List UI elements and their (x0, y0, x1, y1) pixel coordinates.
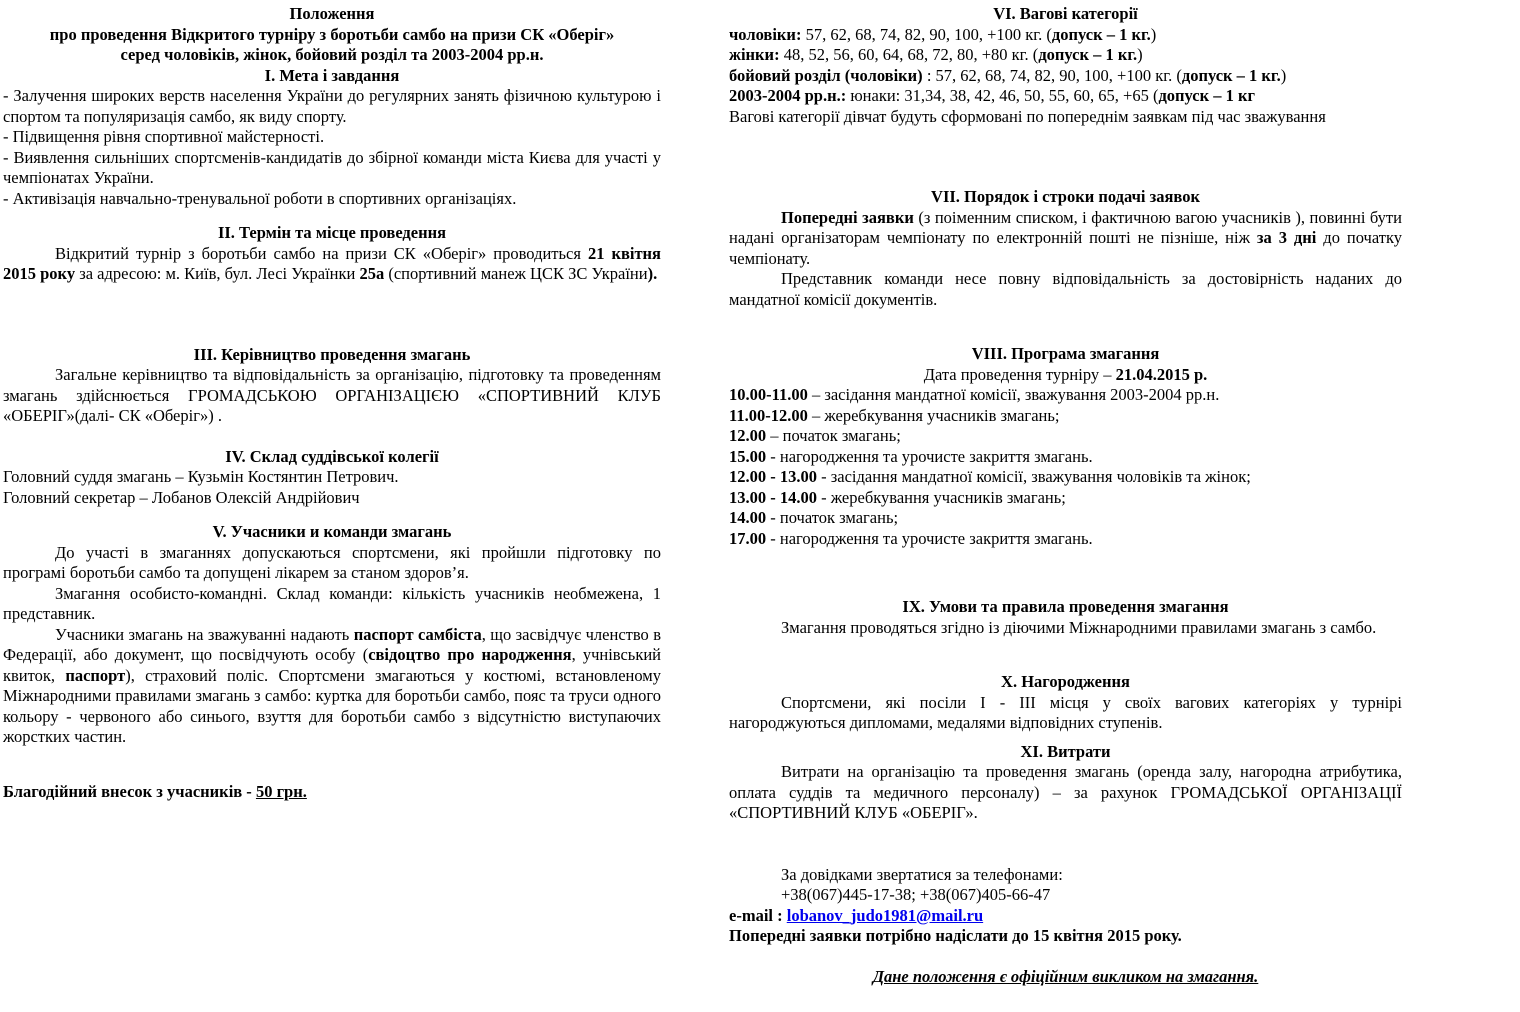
emphasis-text: 15.00 (729, 446, 767, 466)
paragraph (3, 782, 661, 803)
paragraph (729, 66, 1402, 87)
emphasis-text: бойовий розділ (чоловіки) (729, 65, 923, 85)
text-segment: - жеребкування учасників змагань; (817, 487, 1066, 507)
left-column (3, 4, 661, 802)
paragraph (729, 45, 1402, 66)
spacer (3, 508, 661, 522)
text-segment: Змагання проводяться згідно із діючими Міжнародними правилами змагань з самбо. (781, 617, 1377, 637)
paragraph (729, 208, 1402, 270)
text-segment: Спортсмени, які посіли I - III місця у своїх вагових категоріях у турнірі нагороджуються дипломами, медалями відповідних ступенів. (729, 692, 1402, 732)
emphasis-text: 11.00-12.00 (729, 405, 808, 425)
section-heading: V. Учасники и команди змагань (212, 522, 452, 541)
emphasis-text: 50 грн. (255, 781, 307, 801)
text-segment: - нагородження та урочисте закриття змагань. (766, 446, 1093, 466)
emphasis-text: 17.00 (729, 528, 767, 548)
emphasis-text: 12.00 (729, 426, 767, 445)
text-segment: ) (1137, 45, 1143, 64)
text-segment: ) (1150, 24, 1157, 44)
text-segment: : 57, 62, 68, 74, 82, 90, 100, +100 кг. ( (922, 65, 1182, 85)
section-heading: серед чоловіків, жінок, бойовий розділ та 2003-2004 рр.н. (120, 45, 544, 64)
text-segment: Дата проведення турніру – (923, 364, 1116, 384)
paragraph (729, 447, 1402, 468)
text-segment: Змагання особисто-командні. Склад команди: кількість учасників необмежена, 1 представник. (3, 583, 661, 623)
text-segment: Вагові категорії дівчат будуть сформовані по попереднім заявкам під час зважування (729, 106, 1326, 126)
text-segment: 48, 52, 56, 60, 64, 68, 72, 80, +80 кг. ( (779, 45, 1039, 64)
text-segment: до початку чемпіонату. (729, 228, 1402, 268)
text-segment: ), страховий поліс. Спортсмени змагаються у костюмі, встановленому Міжнародними правилами змагань з самбо: куртка для боротьби самбо, пояс та труси одного кольору - червоного або синього, взуття для боротьби самбо з відсутністю виступаючих жорстких частин. (3, 665, 661, 746)
section-heading: Положення (289, 4, 375, 23)
text-segment: Загальне керівництво та відповідальність за організацію, підготовку та проведенням змагань здійснюється ГРОМАДСЬКОЮ ОРГАНІЗАЦІЄЮ «СПОРТИВНИЙ КЛУБ «ОБЕРІГ»(далі- СК «Оберіг») . (3, 365, 661, 425)
section-heading: I. Мета і завдання (264, 65, 400, 85)
text-segment: До участі в змаганнях допускаються спортсмени, які пройшли підготовку по програмі боротьби самбо та допущені лікарем за станом здоров’я. (3, 542, 661, 582)
spacer (3, 285, 661, 345)
paragraph (729, 885, 1402, 906)
text-segment: (з поіменним списком, і фактичною вагою учасників ), повинні бути надані організаторам чемпіонату по електронній пошті не пізніше, ніж (729, 207, 1402, 247)
text-segment: (спортивний манеж ЦСК ЗС України (384, 264, 648, 283)
emphasis-text: Попередні заявки потрібно надіслати до 15 квітня 2015 року. (729, 926, 1182, 945)
spacer (3, 427, 661, 447)
spacer (3, 748, 661, 782)
text-segment: - Виявлення сильніших спортсменів-кандидатів до збірної команди міста Києва для участі у чемпіонатах України. (3, 147, 661, 187)
paragraph (729, 906, 1402, 927)
paragraph (729, 762, 1402, 824)
text-segment: юнаки: 31,34, 38, 42, 46, 50, 55, 60, 65, +65 ( (846, 86, 1159, 105)
text-segment: - нагородження та урочисте закриття змагань. (766, 528, 1093, 548)
emphasis-text: 14.00 (729, 508, 767, 527)
paragraph (3, 189, 661, 210)
emphasis-text: 25а (359, 264, 385, 283)
paragraph (3, 584, 661, 625)
paragraph (729, 865, 1402, 886)
text-segment: Представник команди несе повну відповідальність за достовірність наданих до мандатної комісії документів. (729, 269, 1402, 309)
section-heading: X. Нагородження (1001, 672, 1130, 691)
right-column (729, 4, 1402, 987)
paragraph (729, 618, 1402, 639)
paragraph (729, 967, 1402, 988)
paragraph (3, 365, 661, 427)
spacer (729, 638, 1402, 672)
emphasis-text: 13.00 - 14.00 (729, 487, 817, 507)
text-segment: – засідання мандатної комісії, зважування 2003-2004 рр.н. (807, 385, 1220, 404)
paragraph (729, 926, 1402, 947)
text-segment: 57, 62, 68, 74, 82, 90, 100, +100 кг. ( (801, 24, 1052, 44)
text-segment: , учнівський квиток, (3, 645, 662, 685)
emphasis-text: Попередні заявки (781, 207, 914, 227)
paragraph (729, 467, 1402, 488)
emphasis-text: жінки: (729, 45, 780, 64)
paragraph (729, 508, 1402, 529)
paragraph (729, 269, 1402, 310)
section-heading: VIII. Програма змагання (971, 344, 1160, 363)
spacer (729, 127, 1402, 187)
emphasis-text: допуск – 1 кг. (1038, 45, 1138, 64)
text-segment: , що засвідчує членство в Федерації, або документ, що посвідчують особу ( (3, 624, 661, 664)
text-segment: Учасники змагань на зважуванні надають (55, 624, 354, 644)
spacer (729, 549, 1402, 597)
paragraph (729, 385, 1402, 406)
paragraph (3, 625, 661, 748)
emphasis-text: ). (647, 264, 658, 283)
emphasis-text: Дане положення є офіційним викликом на змагання. (872, 966, 1259, 986)
text-segment: За довідками звертатися за телефонами: (781, 864, 1063, 884)
section-heading: III. Керівництво проведення змагань (193, 344, 471, 364)
section-heading: VII. Порядок і строки подачі заявок (931, 187, 1200, 206)
emphasis-text: свідоцтво про народження (368, 645, 572, 664)
text-segment: - початок змагань; (766, 508, 899, 527)
paragraph (3, 86, 661, 127)
text-segment: Відкритий турнір з боротьби самбо на призи СК «Оберіг» проводиться (55, 243, 588, 263)
emphasis-text: 21.04.2015 р. (1115, 364, 1208, 384)
section-heading: про проведення Відкритого турніру з боротьби самбо на призи СК «Оберіг» (49, 24, 615, 44)
emphasis-text: допуск – 1 кг (1158, 86, 1256, 105)
paragraph (729, 529, 1402, 550)
section-heading: XI. Витрати (1020, 741, 1111, 761)
text-segment: ) (1280, 65, 1287, 85)
emphasis-text: паспорт (65, 665, 126, 685)
section-heading: IX. Умови та правила проведення змагання (902, 597, 1229, 616)
emphasis-text: 10.00-11.00 (729, 385, 808, 404)
paragraph (729, 426, 1402, 447)
paragraph (729, 488, 1402, 509)
text-segment: - засідання мандатної комісії, зважування чоловіків та жінок; (817, 467, 1251, 486)
emphasis-text: 21 квітня 2015 року (3, 243, 661, 283)
paragraph (729, 107, 1402, 128)
section-heading: II. Термін та місце проведення (217, 223, 447, 242)
spacer (729, 947, 1402, 967)
spacer (729, 734, 1402, 742)
paragraph (729, 693, 1402, 734)
paragraph (3, 127, 661, 148)
spacer (729, 310, 1402, 344)
email-link[interactable]: lobanov_judo1981@mail.ru (786, 905, 984, 925)
section-heading: IV. Склад суддівської колегії (225, 446, 439, 466)
text-segment: - Залучення широких верств населення України до регулярних занять фізичною культурою і спортом та популяризація самбо, як виду спорту. (3, 86, 661, 126)
text-segment: +38(067)445-17-38; +38(067)405-66-47 (781, 885, 1051, 904)
text-segment: Головний секретар – Лобанов Олексій Андрійович (3, 487, 360, 507)
paragraph (3, 148, 661, 189)
emphasis-text: 12.00 - 13.00 (729, 467, 817, 486)
section-heading: VI. Вагові категорії (993, 4, 1138, 23)
text-segment: - Активізація навчально-тренувальної роботи в спортивних організаціях. (3, 188, 517, 208)
text-segment: – жеребкування учасників змагань; (807, 405, 1060, 425)
text-segment: Витрати на організацію та проведення змагань (оренда залу, нагородна атрибутика, оплата суддів та медичного персоналу) – за рахунок ГРОМАДСЬКОЇ ОРГАНІЗАЦІЇ «СПОРТИВНИЙ КЛУБ «ОБЕРІГ». (729, 762, 1402, 822)
paragraph (729, 25, 1402, 46)
emphasis-text: 2003-2004 рр.н.: (729, 86, 847, 105)
paragraph (729, 86, 1402, 107)
paragraph (729, 365, 1402, 386)
paragraph (3, 488, 661, 509)
paragraph (729, 406, 1402, 427)
spacer (3, 209, 661, 223)
emphasis-text: e-mail : (729, 905, 787, 925)
text-segment: за адресою: м. Київ, бул. Лесі Українки (75, 264, 360, 283)
emphasis-text: Благодійний внесок з учасників - (3, 781, 256, 801)
emphasis-text: за 3 дні (1256, 228, 1317, 247)
text-segment: - Підвищення рівня спортивної майстерності. (3, 127, 325, 146)
spacer (729, 824, 1402, 865)
text-segment: – початок змагань; (766, 426, 901, 445)
emphasis-text: паспорт самбіста (353, 624, 482, 644)
text-segment: Головний суддя змагань – Кузьмін Костянтин Петрович. (3, 467, 399, 486)
emphasis-text: чоловіки: (729, 24, 802, 44)
emphasis-text: допуск – 1 кг. (1181, 65, 1281, 85)
paragraph (3, 244, 661, 285)
paragraph (3, 543, 661, 584)
paragraph (3, 467, 661, 488)
emphasis-text: допуск – 1 кг. (1051, 24, 1151, 44)
